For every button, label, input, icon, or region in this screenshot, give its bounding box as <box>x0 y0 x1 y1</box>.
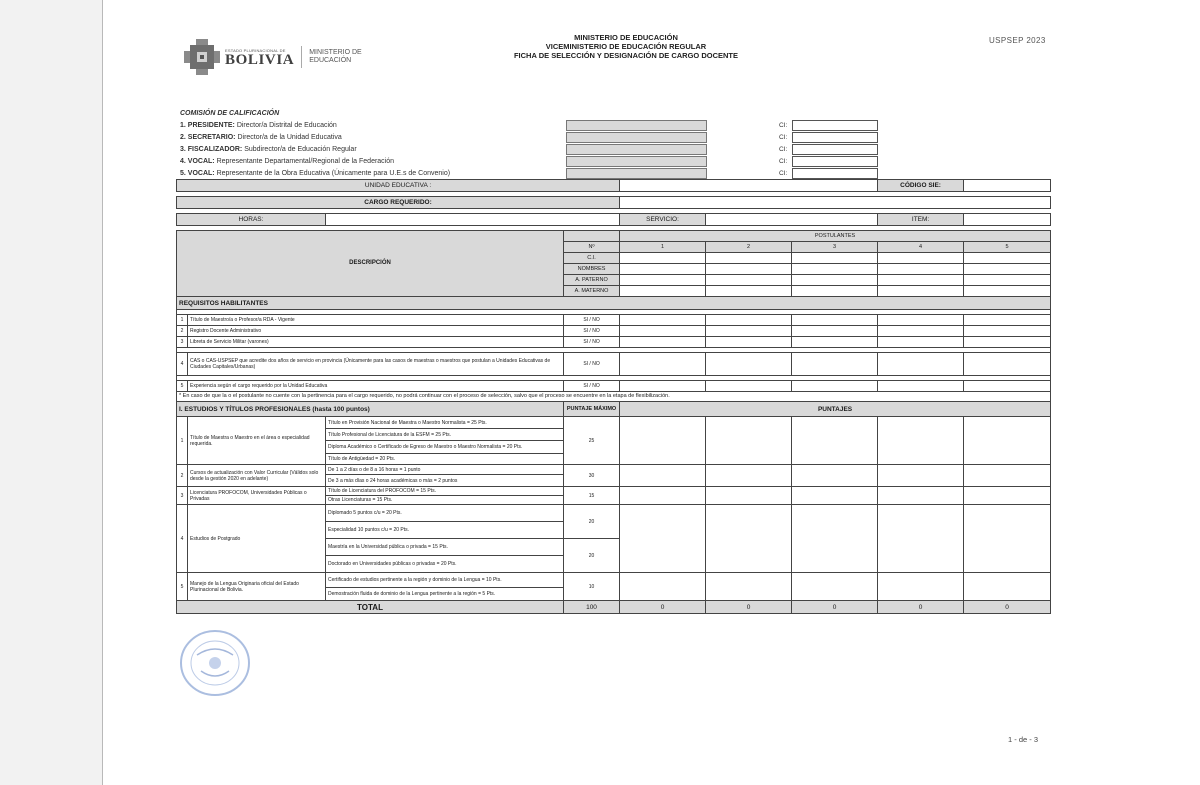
requisito-check[interactable] <box>706 315 792 326</box>
requisito-check[interactable] <box>620 315 706 326</box>
codigo-sie-field[interactable] <box>964 180 1051 192</box>
postulante-number: 5 <box>964 242 1051 253</box>
codigo-sie-label: CÓDIGO SIE: <box>878 180 964 192</box>
row-label-ci: C.I. <box>564 253 620 264</box>
postulante-paterno-field[interactable] <box>706 275 792 286</box>
postulante-ci-field[interactable] <box>792 253 878 264</box>
requisito-check[interactable] <box>964 326 1051 337</box>
postulante-ci-field[interactable] <box>706 253 792 264</box>
document-heading <box>443 33 809 60</box>
total-score: 0 <box>964 601 1051 614</box>
estudio-criterion: Demostración fluida de dominio de la Lengua pertinente a la región = 5 Pts. <box>326 588 564 601</box>
puntajes-header: PUNTAJES <box>620 402 1051 417</box>
postulante-number: 2 <box>706 242 792 253</box>
total-score: 0 <box>620 601 706 614</box>
estudio-max: 30 <box>564 465 620 487</box>
postulantes-header: POSTULANTES <box>620 231 1051 242</box>
estudio-number: 1 <box>177 417 188 465</box>
score-cell[interactable] <box>706 573 792 601</box>
postulante-nombres-field[interactable] <box>706 264 792 275</box>
requisito-check[interactable] <box>964 353 1051 376</box>
estudio-criterion: De 1 a 2 días o de 8 a 16 horas = 1 punto <box>326 465 564 475</box>
estudio-max: 20 <box>564 505 620 539</box>
requisito-check[interactable] <box>792 315 878 326</box>
commission-name-field[interactable] <box>566 156 707 167</box>
score-cell[interactable] <box>964 573 1051 601</box>
requisito-text: Experiencia según el cargo requerido por la Unidad Educativa <box>188 381 564 392</box>
estudio-criterion: Título en Provisión Nacional de Maestra o Maestro Normalista = 25 Pts. <box>326 417 564 429</box>
estudio-title: Título de Maestra o Maestro en el área o especialidad requerida. <box>188 417 326 465</box>
commission-member: 5. VOCAL: Representante de la Obra Educativa (Únicamente para U.E.s de Convenio) <box>180 170 451 177</box>
row-label-nombres: NOMBRES <box>564 264 620 275</box>
horas-field[interactable] <box>326 214 620 226</box>
document-page <box>103 0 1200 785</box>
estudio-number: 3 <box>177 487 188 505</box>
score-cell[interactable] <box>878 487 964 505</box>
score-cell[interactable] <box>620 505 706 573</box>
commission-name-field[interactable] <box>566 120 707 131</box>
score-cell[interactable] <box>620 465 706 487</box>
ministry-title: MINISTERIO DE EDUCACIÓN <box>574 33 678 42</box>
ci-field[interactable] <box>792 156 878 167</box>
requisito-check[interactable] <box>706 337 792 348</box>
logo-ministry-text: MINISTERIO DE EDUCACIÓN <box>309 49 362 64</box>
requisito-text: Registro Docente Administrativo <box>188 326 564 337</box>
evaluation-table <box>176 179 1051 614</box>
requisito-check[interactable] <box>620 337 706 348</box>
ci-label: CI: <box>779 170 788 177</box>
total-score: 0 <box>878 601 964 614</box>
total-max: 100 <box>564 601 620 614</box>
logo-state-text: ESTADO PLURINACIONAL DE <box>225 47 286 53</box>
score-cell[interactable] <box>792 465 878 487</box>
score-cell[interactable] <box>792 573 878 601</box>
estudios-header: I. ESTUDIOS Y TÍTULOS PROFESIONALES (hasta 100 puntos) <box>177 402 564 417</box>
score-cell[interactable] <box>964 465 1051 487</box>
estudio-criterion: Maestría en la Universidad pública o privada = 15 Pts. <box>326 539 564 556</box>
commission-member: 2. SECRETARIO: Director/a de la Unidad Educativa <box>180 134 342 141</box>
estudio-criterion: Diploma Académico o Certificado de Egreso de Maestro o Maestro Normalista = 20 Pts. <box>326 441 564 454</box>
requisito-number: 2 <box>177 326 188 337</box>
form-code: USPSEP 2023 <box>989 36 1046 45</box>
postulante-paterno-field[interactable] <box>964 275 1051 286</box>
requisito-text: CAS o CAS-USPSEP que acredite dos años de servicio en provincia (Únicamente para las casos de maestras o maestros que postulan a Unidades Educativas de Ciudades Capitales/Urbanas) <box>188 353 564 376</box>
total-score: 0 <box>792 601 878 614</box>
score-cell[interactable] <box>878 505 964 573</box>
requisito-check[interactable] <box>878 381 964 392</box>
requisito-check[interactable] <box>792 326 878 337</box>
estudio-criterion: Título de Licenciatura del PROFOCOM = 15 Pts. <box>326 487 564 496</box>
postulante-number: 1 <box>620 242 706 253</box>
requisito-option: SI / NO <box>564 381 620 392</box>
requisito-number: 1 <box>177 315 188 326</box>
ci-label: CI: <box>779 134 788 141</box>
requisito-option: SI / NO <box>564 353 620 376</box>
postulante-materno-field[interactable] <box>792 286 878 297</box>
commission-section <box>180 108 450 180</box>
bolivia-emblem-icon <box>183 38 221 76</box>
requisito-check[interactable] <box>792 381 878 392</box>
requisito-check[interactable] <box>706 381 792 392</box>
requisito-check[interactable] <box>792 337 878 348</box>
requisito-check[interactable] <box>620 326 706 337</box>
score-cell[interactable] <box>964 505 1051 573</box>
postulante-ci-field[interactable] <box>964 253 1051 264</box>
estudio-title: Manejo de la Lengua Originaria oficial del Estado Plurinacional de Bolivia. <box>188 573 326 601</box>
estudio-criterion: Especialidad 10 puntos c/u = 20 Pts. <box>326 522 564 539</box>
postulante-nombres-field[interactable] <box>964 264 1051 275</box>
score-cell[interactable] <box>620 417 706 465</box>
postulante-paterno-field[interactable] <box>620 275 706 286</box>
estudio-max: 20 <box>564 539 620 573</box>
official-stamp-icon <box>177 625 253 701</box>
estudio-title: Licenciatura PROFOCOM, Universidades Públicas o Privadas <box>188 487 326 505</box>
estudio-title: Estudios de Postgrado <box>188 505 326 573</box>
postulante-number: 3 <box>792 242 878 253</box>
unidad-educativa-field[interactable] <box>620 180 878 192</box>
postulante-paterno-field[interactable] <box>878 275 964 286</box>
postulante-ci-field[interactable] <box>878 253 964 264</box>
requisito-check[interactable] <box>706 353 792 376</box>
score-cell[interactable] <box>706 487 792 505</box>
estudio-max: 25 <box>564 417 620 465</box>
postulante-paterno-field[interactable] <box>792 275 878 286</box>
cargo-requerido-field[interactable] <box>620 197 1051 209</box>
estudio-number: 4 <box>177 505 188 573</box>
score-cell[interactable] <box>706 417 792 465</box>
commission-title: COMISIÓN DE CALIFICACIÓN <box>180 110 280 117</box>
estudio-criterion: Título Profesional de Licenciatura de la ESFM = 25 Pts. <box>326 429 564 441</box>
score-cell[interactable] <box>620 573 706 601</box>
postulante-nombres-field[interactable] <box>878 264 964 275</box>
score-cell[interactable] <box>706 465 792 487</box>
logo-country-text: BOLIVIA <box>225 51 295 68</box>
postulante-materno-field[interactable] <box>878 286 964 297</box>
ci-field[interactable] <box>792 168 878 179</box>
requisito-text: Título de Maestro/a o Profesor/a RDA - Vigente <box>188 315 564 326</box>
requisito-check[interactable] <box>792 353 878 376</box>
requisito-number: 3 <box>177 337 188 348</box>
commission-name-field[interactable] <box>566 144 707 155</box>
score-cell[interactable] <box>964 417 1051 465</box>
estudio-criterion: Diplomado 5 puntos c/u = 20 Pts. <box>326 505 564 522</box>
requisito-number: 5 <box>177 381 188 392</box>
puntaje-maximo-header: PUNTAJE MÁXIMO <box>564 402 620 417</box>
ci-field[interactable] <box>792 144 878 155</box>
commission-name-field[interactable] <box>566 168 707 179</box>
horas-label: HORAS: <box>177 214 326 226</box>
unidad-educativa-label: UNIDAD EDUCATIVA : <box>177 180 620 192</box>
estudio-criterion: Otras Licenciaturas = 15 Pts. <box>326 496 564 505</box>
requisito-check[interactable] <box>620 381 706 392</box>
requisito-check[interactable] <box>706 326 792 337</box>
ci-label: CI: <box>779 158 788 165</box>
estudio-criterion: De 3 a más días o 24 horas académicas o más = 2 puntos <box>326 475 564 487</box>
row-label-numero: Nº <box>564 242 620 253</box>
requisito-option: SI / NO <box>564 315 620 326</box>
postulante-ci-field[interactable] <box>620 253 706 264</box>
commission-member: 3. FISCALIZADOR: Subdirector/a de Educación Regular <box>180 146 357 153</box>
cargo-requerido-label: CARGO REQUERIDO: <box>177 197 620 209</box>
item-field[interactable] <box>964 214 1051 226</box>
estudio-number: 5 <box>177 573 188 601</box>
postulante-nombres-field[interactable] <box>620 264 706 275</box>
requisito-check[interactable] <box>964 337 1051 348</box>
requisitos-note: * En caso de que la o el postulante no cuente con la pertinencia para el cargo requerido, no podrá continuar con el proceso de selección, salvo que el proceso se encuentre en la etapa de flexibilización. <box>177 392 1051 402</box>
row-label-paterno: A. PATERNO <box>564 275 620 286</box>
requisito-option: SI / NO <box>564 337 620 348</box>
requisito-text: Libreta de Servicio Militar (varones) <box>188 337 564 348</box>
total-label: TOTAL <box>177 601 564 614</box>
requisitos-header: REQUISITOS HABILITANTES <box>177 297 1051 310</box>
commission-member: 1. PRESIDENTE: Director/a Distrital de Educación <box>180 122 337 129</box>
postulante-nombres-field[interactable] <box>792 264 878 275</box>
ministry-logo <box>183 38 369 76</box>
requisito-check[interactable] <box>878 315 964 326</box>
ci-label: CI: <box>779 122 788 129</box>
estudio-criterion: Doctorado en Universidades públicas o privadas = 20 Pts. <box>326 556 564 573</box>
postulante-materno-field[interactable] <box>620 286 706 297</box>
descripcion-header: DESCRIPCIÓN <box>177 231 564 297</box>
requisito-check[interactable] <box>878 326 964 337</box>
estudio-title: Cursos de actualización con Valor Curricular (Válidos solo desde la gestión 2020 en adelante) <box>188 465 326 487</box>
ci-field[interactable] <box>792 132 878 143</box>
page-number: 1 - de - 3 <box>1008 735 1039 744</box>
score-cell[interactable] <box>792 487 878 505</box>
requisito-check[interactable] <box>878 337 964 348</box>
postulante-materno-field[interactable] <box>964 286 1051 297</box>
requisito-check[interactable] <box>620 353 706 376</box>
estudio-criterion: Título de Antigüedad = 20 Pts. <box>326 454 564 465</box>
commission-member: 4. VOCAL: Representante Departamental/Regional de la Federación <box>180 158 395 165</box>
estudio-max: 15 <box>564 487 620 505</box>
requisito-check[interactable] <box>964 381 1051 392</box>
row-label-materno: A. MATERNO <box>564 286 620 297</box>
logo-divider <box>301 46 302 68</box>
estudio-number: 2 <box>177 465 188 487</box>
requisito-option: SI / NO <box>564 326 620 337</box>
estudio-criterion: Certificado de estudios pertinente a la región y dominio de la Lengua = 10 Pts. <box>326 573 564 588</box>
blank-cell <box>564 231 620 242</box>
servicio-label: SERVICIO: <box>620 214 706 226</box>
requisito-check[interactable] <box>878 353 964 376</box>
form-title: FICHA DE SELECCIÓN Y DESIGNACIÓN DE CARGO DOCENTE <box>513 51 739 60</box>
requisito-check[interactable] <box>964 315 1051 326</box>
score-cell[interactable] <box>964 487 1051 505</box>
ci-label: CI: <box>779 146 788 153</box>
postulante-number: 4 <box>878 242 964 253</box>
commission-name-field[interactable] <box>566 132 707 143</box>
score-cell[interactable] <box>792 417 878 465</box>
ci-field[interactable] <box>792 120 878 131</box>
score-cell[interactable] <box>620 487 706 505</box>
postulante-materno-field[interactable] <box>706 286 792 297</box>
score-cell[interactable] <box>878 573 964 601</box>
requisito-number: 4 <box>177 353 188 376</box>
score-cell[interactable] <box>878 417 964 465</box>
estudio-max: 10 <box>564 573 620 601</box>
score-cell[interactable] <box>878 465 964 487</box>
servicio-field[interactable] <box>706 214 878 226</box>
total-score: 0 <box>706 601 792 614</box>
item-label: ITEM: <box>878 214 964 226</box>
score-cell[interactable] <box>706 505 792 573</box>
score-cell[interactable] <box>792 505 878 573</box>
vice-ministry-title: VICEMINISTERIO DE EDUCACIÓN REGULAR <box>545 42 707 51</box>
